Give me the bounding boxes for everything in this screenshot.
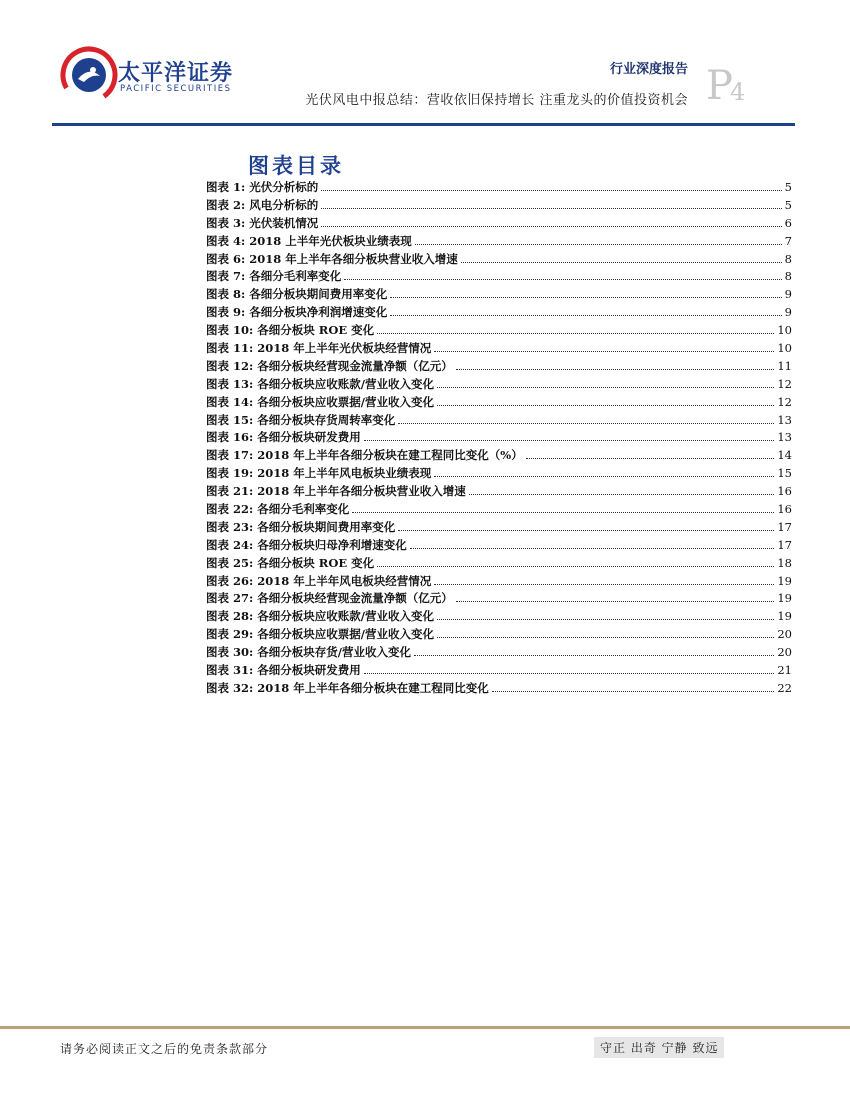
toc-entry-label: 图表 31: 各细分板块研发费用 [206,663,361,678]
toc-entry-page: 7 [784,233,792,248]
toc-entry-label: 图表 28: 各细分板块应收账款/营业收入变化 [206,609,434,624]
toc-entry[interactable] [206,608,792,626]
toc-dot-leader [344,279,781,280]
toc-dot-leader [434,476,774,477]
toc-entry-label: 图表 7: 各细分毛利率变化 [206,269,342,284]
toc-dot-leader [390,315,781,316]
toc-entry-page: 19 [777,573,792,588]
toc-entry[interactable] [206,501,792,519]
toc-entry-label: 图表 12: 各细分板块经营现金流量净额（亿元） [206,358,453,373]
toc-entry-label: 图表 14: 各细分板块应收票据/营业收入变化 [206,394,434,409]
toc-entry-label: 图表 1: 光伏分析标的 [206,180,319,194]
toc-entry-label: 图表 22: 各细分毛利率变化 [206,502,350,517]
toc-entry-label: 图表 19: 2018 年上半年风电板块业绩表现 [206,466,432,481]
toc-entry[interactable] [206,429,792,447]
toc-entry-page: 13 [777,412,792,427]
toc-entry-page: 20 [777,645,792,660]
toc-entry-page: 8 [784,251,792,266]
toc-entry-label: 图表 2: 风电分析标的 [206,197,319,212]
toc-entry[interactable] [206,394,792,412]
toc-entry-page: 14 [777,448,792,463]
header-divider [52,123,795,126]
toc-dot-leader [321,208,781,209]
toc-entry-page: 12 [777,394,792,409]
page-prefix: P [706,63,733,109]
toc-entry[interactable] [206,251,792,269]
toc-entry-page: 18 [777,555,792,570]
toc-entry-page: 21 [777,663,792,678]
toc-entry[interactable] [206,358,792,376]
toc-entry-page: 13 [777,430,792,445]
toc-entry-label: 图表 23: 各细分板块期间费用率变化 [206,519,396,534]
toc-entry-label: 图表 8: 各细分板块期间费用率变化 [206,287,388,302]
toc-dot-leader [456,369,775,370]
toc-entry-page: 16 [777,502,792,517]
toc-entry-page: 19 [777,609,792,624]
toc-entry-label: 图表 13: 各细分板块应收账款/营业收入变化 [206,376,434,391]
toc-entry-page: 15 [777,466,792,481]
toc-dot-leader [461,262,782,263]
toc-dot-leader [321,190,781,191]
toc-entry[interactable] [206,215,792,233]
logo-text-en: PACIFIC SECURITIES [120,84,232,94]
toc-entry[interactable] [206,268,792,286]
toc-entry-label: 图表 11: 2018 年上半年光伏板块经营情况 [206,341,432,356]
toc-entry[interactable] [206,340,792,358]
toc-entry-page: 6 [784,215,792,230]
toc-entry-page: 17 [777,519,792,534]
toc-entry[interactable] [206,322,792,340]
footer-divider [0,1026,850,1029]
toc-dot-leader [398,423,774,424]
toc-entry-label: 图表 4: 2018 上半年光伏板块业绩表现 [206,233,412,248]
company-logo [60,46,234,106]
toc-entry[interactable] [206,662,792,680]
toc-dot-leader [352,512,774,513]
toc-entry[interactable] [206,197,792,215]
toc-entry[interactable] [206,233,792,251]
toc-entry-page: 11 [777,358,792,373]
toc-dot-leader [492,691,775,692]
toc-dot-leader [410,548,775,549]
toc-dot-leader [437,619,774,620]
toc-dot-leader [434,351,774,352]
toc-entry[interactable] [206,680,792,698]
toc-dot-leader [398,530,774,531]
toc-entry-page: 10 [777,341,792,356]
toc-entry-page: 9 [784,287,792,302]
toc-entry-label: 图表 32: 2018 年上半年各细分板块在建工程同比变化 [206,680,489,695]
logo-text-cn: 太平洋证券 [118,61,234,86]
toc-dot-leader [390,297,781,298]
toc-entry-label: 图表 6: 2018 年上半年各细分板块营业收入增速 [206,251,458,266]
toc-entry-label: 图表 30: 各细分板块存货/营业收入变化 [206,645,411,660]
toc-entry-page: 12 [777,376,792,391]
toc-dot-leader [321,226,781,227]
toc-entry-label: 图表 9: 各细分板块净利润增速变化 [206,305,388,320]
toc-entry[interactable] [206,483,792,501]
toc-entry-label: 图表 15: 各细分板块存货周转率变化 [206,412,396,427]
page-number: 4 [730,78,746,106]
toc-entry[interactable] [206,573,792,591]
toc-entry-label: 图表 17: 2018 年上半年各细分板块在建工程同比变化（%） [206,448,523,463]
toc-entry[interactable] [206,286,792,304]
toc-entry[interactable] [206,644,792,662]
footer-motto: 守正 出奇 宁静 致远 [594,1037,724,1058]
toc-entry-page: 8 [784,269,792,284]
toc-entry-label: 图表 3: 光伏装机情况 [206,215,319,230]
toc-dot-leader [377,566,774,567]
toc-entry[interactable] [206,465,792,483]
toc-dot-leader [434,584,774,585]
toc-entry[interactable] [206,179,792,197]
toc-entry-label: 图表 24: 各细分板块归母净利增速变化 [206,537,407,552]
toc-heading: 图表目录 [248,153,344,178]
report-type-label: 行业深度报告 [609,62,688,77]
toc-entry-page: 16 [777,484,792,499]
toc-entry-page: 22 [777,680,792,695]
toc-dot-leader [437,387,774,388]
toc-entry-page: 5 [784,197,792,212]
toc-entry-label: 图表 21: 2018 年上半年各细分板块营业收入增速 [206,484,466,499]
toc-dot-leader [437,405,774,406]
toc-entry[interactable] [206,626,792,644]
toc-entry-label: 图表 10: 各细分板块 ROE 变化 [206,323,375,338]
toc-entry-page: 5 [784,180,792,194]
footer-disclaimer: 请务必阅读正文之后的免责条款部分 [60,1042,269,1056]
toc-entry[interactable] [206,555,792,573]
toc-entry-page: 17 [777,537,792,552]
report-title: 光伏风电中报总结：营收依旧保持增长 注重龙头的价值投资机会 [305,93,688,108]
toc-dot-leader [415,244,782,245]
toc-entry-label: 图表 29: 各细分板块应收票据/营业收入变化 [206,627,434,642]
toc-entry-page: 9 [784,305,792,320]
toc-entry-label: 图表 27: 各细分板块经营现金流量净额（亿元） [206,591,453,606]
toc-dot-leader [377,333,774,334]
toc-entry[interactable] [206,412,792,430]
toc-entry[interactable] [206,447,792,465]
toc-list [206,179,792,698]
toc-entry-page: 19 [777,591,792,606]
toc-dot-leader [437,637,774,638]
toc-entry[interactable] [206,590,792,608]
toc-entry-label: 图表 25: 各细分板块 ROE 变化 [206,555,375,570]
toc-entry[interactable] [206,376,792,394]
toc-entry-page: 20 [777,627,792,642]
toc-entry-page: 10 [777,323,792,338]
toc-entry[interactable] [206,519,792,537]
toc-dot-leader [414,655,774,656]
toc-dot-leader [364,440,775,441]
toc-entry-label: 图表 26: 2018 年上半年风电板块经营情况 [206,573,432,588]
toc-dot-leader [526,458,775,459]
toc-entry[interactable] [206,537,792,555]
toc-dot-leader [456,601,775,602]
pacific-securities-logo-icon [60,46,118,104]
toc-entry-label: 图表 16: 各细分板块研发费用 [206,430,361,445]
toc-dot-leader [364,673,775,674]
toc-entry[interactable] [206,304,792,322]
toc-dot-leader [469,494,775,495]
